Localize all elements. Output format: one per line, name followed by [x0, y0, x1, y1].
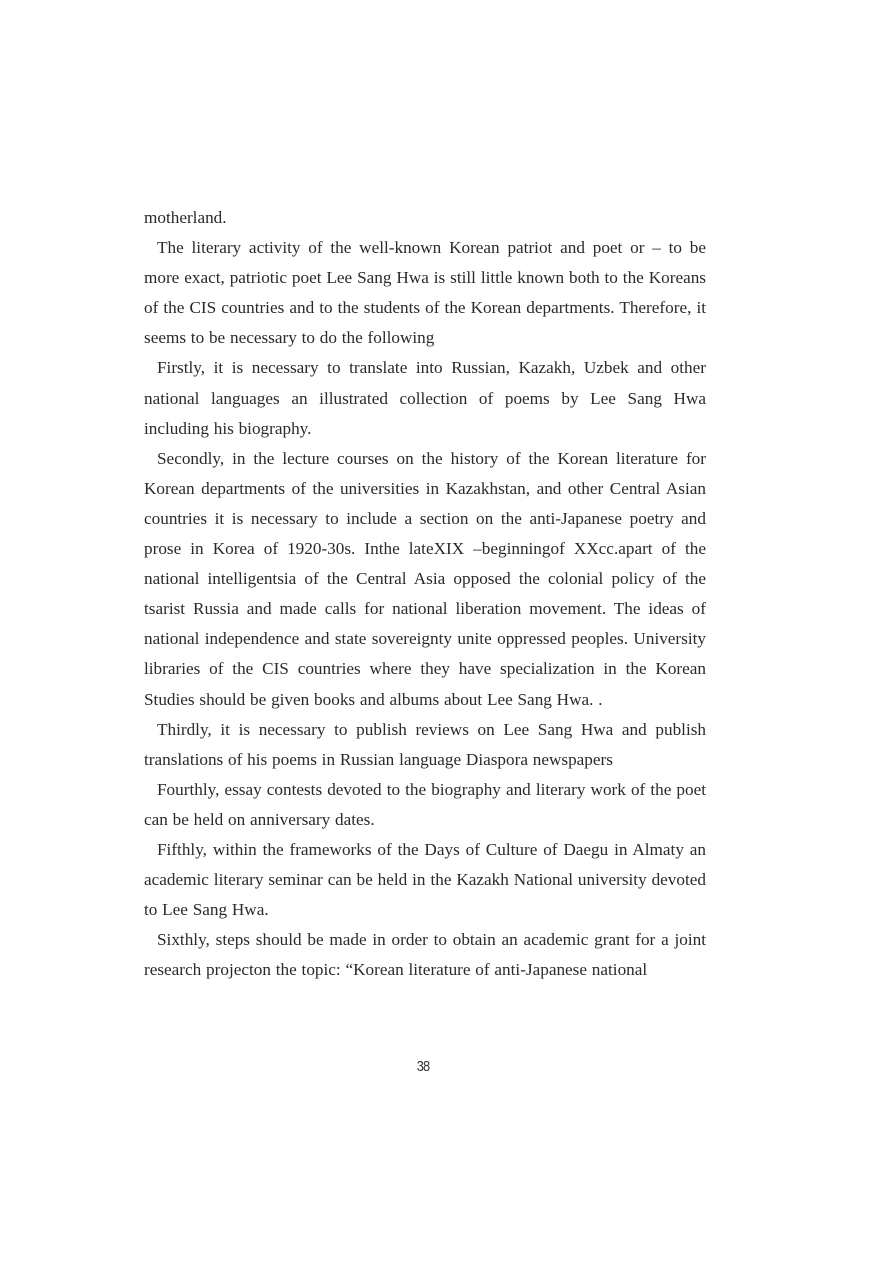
- paragraph-literary-activity: The literary activity of the well-known Korean patriot and poet or – to be more exact, patriotic poet Lee Sang Hwa is still little known both to the Koreans of the CIS countries and to the students of the Korean departments. Therefore, it seems to be necessary to do the following: [144, 238, 706, 348]
- paragraph-fifthly: Fifthly, within the frameworks of the Days of Culture of Daegu in Almaty an academic literary seminar can be held in the Kazakh National university devoted to Lee Sang Hwa.: [144, 839, 706, 920]
- paragraph-continuation: motherland.: [144, 208, 227, 227]
- paragraph-firstly: Firstly, it is necessary to translate into Russian, Kazakh, Uzbek and other national languages an illustrated collection of poems by Lee Sang Hwa including his biography.: [144, 358, 706, 438]
- document-body: [144, 203, 706, 985]
- paragraph-fourthly: Fourthly, essay contests devoted to the biography and literary work of the poet can be held on anniversary dates.: [144, 779, 706, 829]
- paragraph-secondly: Secondly, in the lecture courses on the history of the Korean literature for Korean departments of the universities in Kazakhstan, and other Central Asian countries it is necessary to include a section on the anti-Japanese poetry and prose in Korea of 1920-30s. Inthe lateXIX –beginningof XXcc.apart of the national intelligentsia of the Central Asia opposed the colonial policy of the tsarist Russia and made calls for national liberation movement. The ideas of national independence and state sovereignty unite oppressed peoples. University libraries of the CIS countries where they have specialization in the Korean Studies should be given books and albums about Lee Sang Hwa. .: [144, 448, 706, 709]
- page-number: 38: [416, 1058, 430, 1075]
- paragraph-thirdly: Thirdly, it is necessary to publish reviews on Lee Sang Hwa and publish translations of his poems in Russian language Diaspora newspapers: [144, 719, 706, 769]
- paragraph-sixthly: Sixthly, steps should be made in order to obtain an academic grant for a joint research projecton the topic: “Korean literature of anti-Japanese national: [144, 930, 706, 980]
